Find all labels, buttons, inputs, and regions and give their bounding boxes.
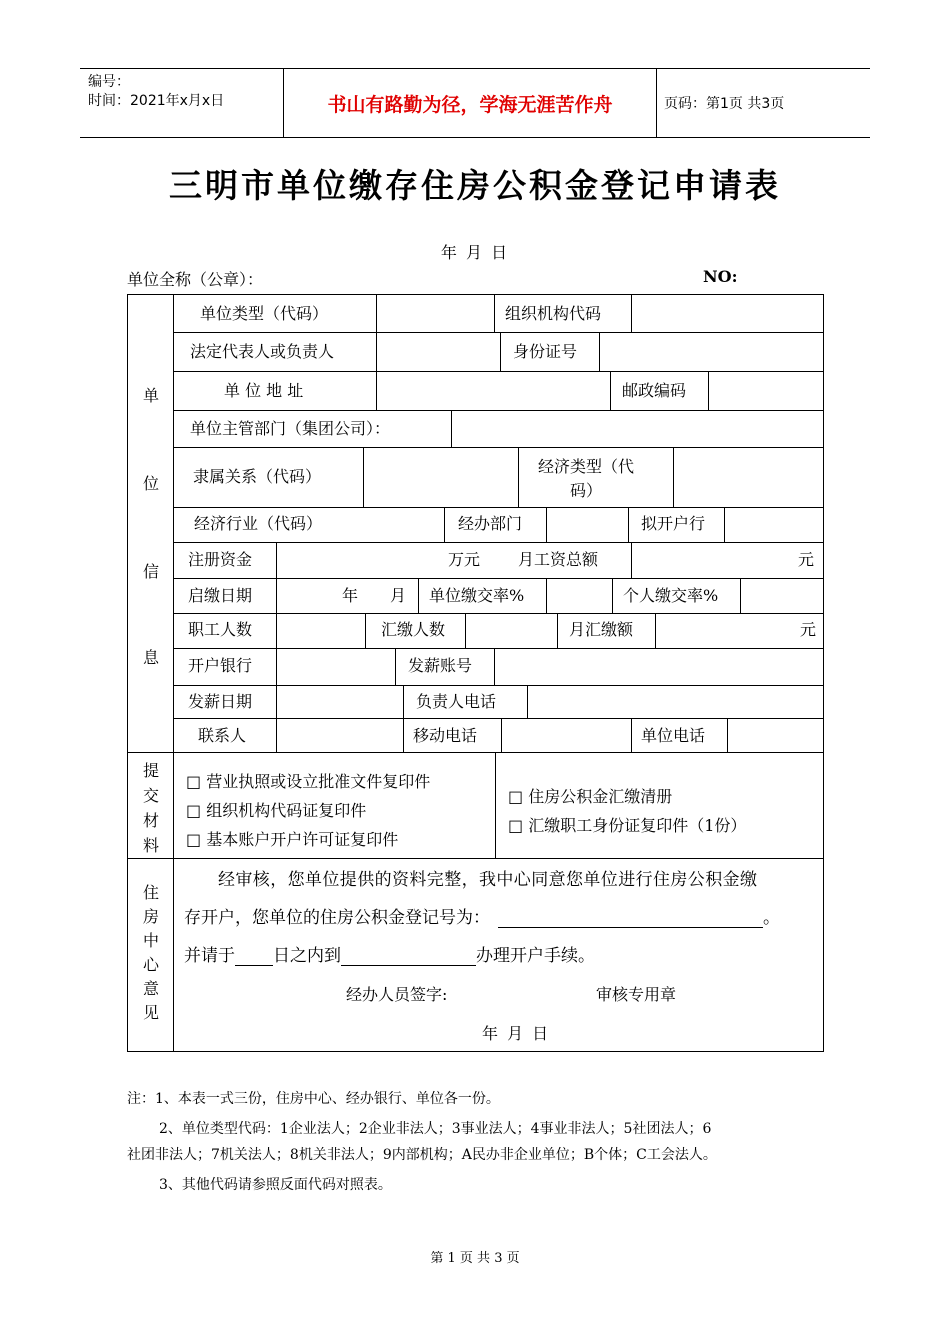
label-pay-date: 发薪日期 xyxy=(188,692,253,711)
checkbox-employee-id-copies[interactable]: □ 汇缴职工身份证复印件（1份） xyxy=(508,816,747,835)
label-affiliation: 隶属关系（代码） xyxy=(193,467,322,486)
page-title: 三明市单位缴存住房公积金登记申请表 xyxy=(169,166,781,205)
label-legal-rep: 法定代表人或负责人 xyxy=(190,342,335,361)
time-label: 时间：2021年x月x日 xyxy=(88,93,225,109)
section-label-opinion: 住 房 中 心 意 见 xyxy=(142,883,159,1022)
label-econ-type: 经济类型（代 码） xyxy=(538,457,635,500)
label-supervisor: 单位主管部门（集团公司）： xyxy=(190,419,391,438)
label-wan-yuan: 万元 xyxy=(448,550,481,569)
label-mobile: 移动电话 xyxy=(413,726,478,745)
section-label-unit-info: 单 位 信 息 xyxy=(142,386,159,667)
label-yuan-2: 元 xyxy=(800,620,817,639)
seal-label: 审核专用章 xyxy=(596,985,677,1004)
label-id-no: 身份证号 xyxy=(513,342,578,361)
section-label-materials: 提 交 材 料 xyxy=(142,761,159,855)
header-meta xyxy=(88,73,288,111)
date-line: 年 月 日 xyxy=(440,243,510,262)
note-2: 2、单位类型代码：1企业法人；2企业非法人；3事业法人；4事业非法人；5社团法人；6 xyxy=(159,1121,712,1137)
serial-label: 编号： xyxy=(88,74,130,90)
note-3: 3、其他代码请参照反面代码对照表。 xyxy=(159,1177,392,1193)
header-page-label: 页码：第1页 共3页 xyxy=(664,96,785,112)
opinion-line-2: 存开户，您单位的住房公积金登记号为： 。 xyxy=(184,908,780,928)
page-footer: 第 1 页 共 3 页 xyxy=(430,1251,520,1266)
label-yuan: 元 xyxy=(798,550,815,569)
label-monthly-pay: 月汇缴额 xyxy=(569,620,634,639)
label-address: 单 位 地 址 xyxy=(224,381,304,400)
registration-number-blank[interactable] xyxy=(498,910,763,928)
label-reg-capital: 注册资金 xyxy=(188,550,253,569)
days-blank[interactable] xyxy=(235,948,273,966)
checkbox-license[interactable]: □ 营业执照或设立批准文件复印件 xyxy=(186,772,431,791)
note-2-cont: 社团非法人；7机关法人；8机关非法人；9内部机构；A民办非企业单位；B个体；C工会法人。 xyxy=(127,1147,717,1163)
registration-form xyxy=(127,294,824,1052)
label-salary-account: 发薪账号 xyxy=(408,656,473,675)
label-employees: 职工人数 xyxy=(188,620,253,639)
notes xyxy=(127,1086,827,1198)
opinion-line-1: 经审核，您单位提供的资料完整，我中心同意您单位进行住房公积金缴 xyxy=(218,870,758,890)
label-handling-dept: 经办部门 xyxy=(458,514,523,533)
page-header xyxy=(80,68,870,138)
header-motto: 书山有路勤为径，学海无涯苦作舟 xyxy=(283,69,657,137)
label-monthly-wage: 月工资总额 xyxy=(518,550,599,569)
materials-right xyxy=(508,782,746,840)
label-bank-to-open: 拟开户行 xyxy=(641,514,706,533)
checkbox-account-permit[interactable]: □ 基本账户开户许可证复印件 xyxy=(186,830,399,849)
label-year: 年 xyxy=(342,586,359,605)
materials-left xyxy=(186,767,430,854)
label-contact: 联系人 xyxy=(198,726,247,745)
unit-full-name-label: 单位全称（公章）： xyxy=(127,270,264,289)
label-pay-count: 汇缴人数 xyxy=(381,620,446,639)
label-postcode: 邮政编码 xyxy=(622,381,687,400)
location-blank[interactable] xyxy=(341,948,476,966)
label-month: 月 xyxy=(390,586,407,605)
label-industry: 经济行业（代码） xyxy=(194,514,323,533)
label-leader-phone: 负责人电话 xyxy=(416,692,497,711)
label-personal-rate: 个人缴交率% xyxy=(623,586,719,605)
label-start-date: 启缴日期 xyxy=(188,586,253,605)
label-open-bank: 开户银行 xyxy=(188,656,253,675)
signer-label: 经办人员签字: xyxy=(346,985,448,1004)
label-unit-phone: 单位电话 xyxy=(641,726,706,745)
no-label: NO: xyxy=(703,267,738,286)
opinion-line-3: 并请于 日之内到 办理开户手续。 xyxy=(184,946,595,966)
checkbox-org-code-cert[interactable]: □ 组织机构代码证复印件 xyxy=(186,801,367,820)
checkbox-pay-roster[interactable]: □ 住房公积金汇缴清册 xyxy=(508,787,673,806)
opinion-date: 年 月 日 xyxy=(482,1024,551,1043)
note-1: 注：1、本表一式三份，住房中心、经办银行、单位各一份。 xyxy=(127,1091,500,1107)
label-org-code: 组织机构代码 xyxy=(505,304,602,323)
label-unit-type: 单位类型（代码） xyxy=(200,304,329,323)
label-unit-rate: 单位缴交率% xyxy=(429,586,525,605)
